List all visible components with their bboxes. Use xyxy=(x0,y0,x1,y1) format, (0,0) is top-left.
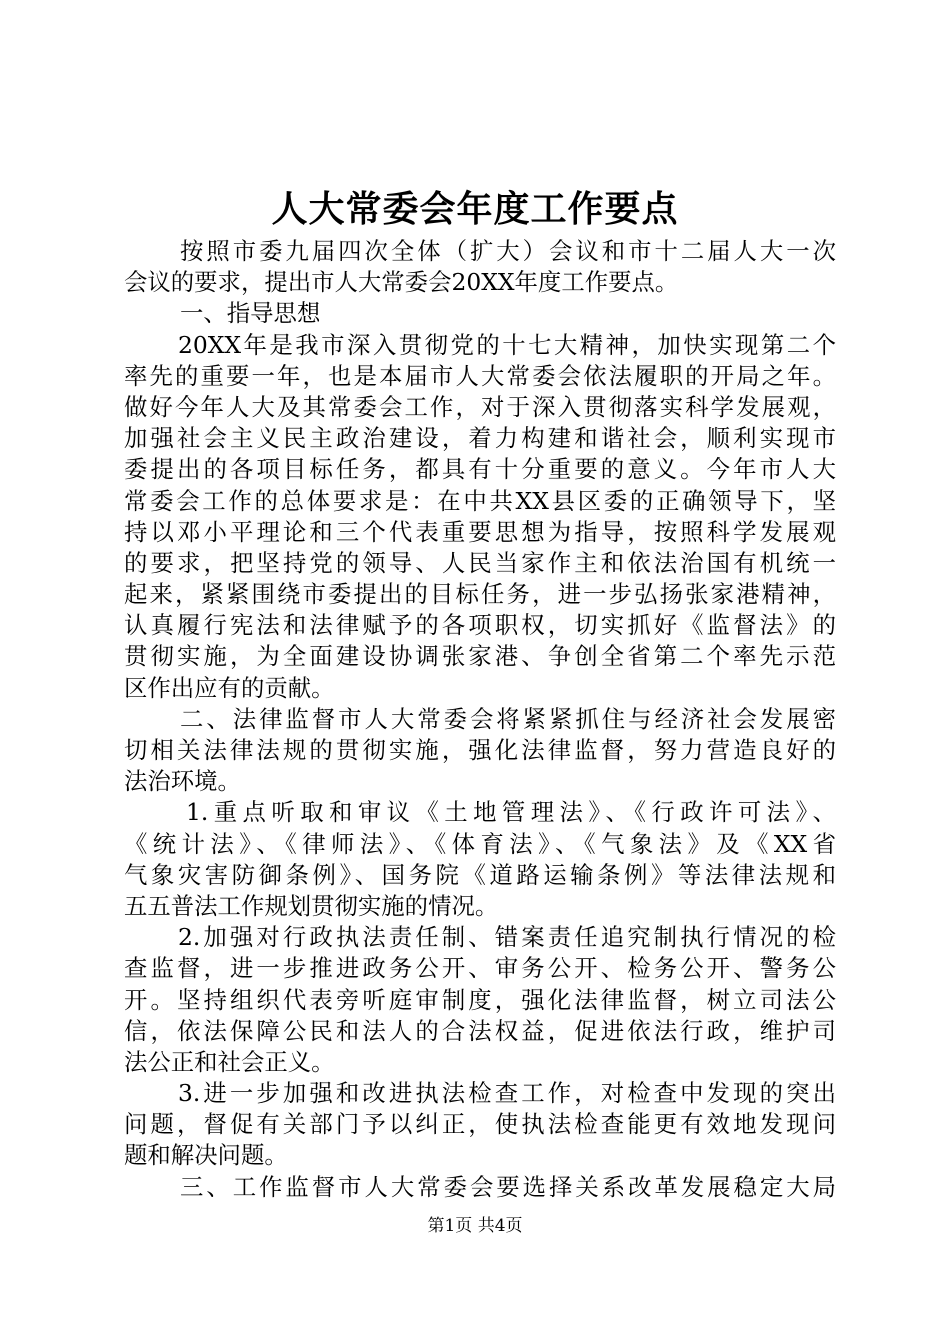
section-heading: 一、指导思想 xyxy=(180,299,321,328)
text-line: 常委会工作的总体要求是：在中共XX县区委的正确领导下，坚 xyxy=(124,486,836,515)
list-item: 2.加强对行政执法责任制、错案责任追究制执行情况的检 xyxy=(178,923,836,952)
text-line: 法公正和社会正义。 xyxy=(124,1047,335,1076)
text-line: 按照市委九届四次全体（扩大）会议和市十二届人大一次 xyxy=(180,237,836,265)
text-line: 加强社会主义民主政治建设，着力构建和谐社会，顺利实现市 xyxy=(124,424,836,453)
text-line: 认真履行宪法和法律赋予的各项职权，切实抓好《监督法》的 xyxy=(124,611,836,640)
text-line: 《统计法》、《律师法》、《体育法》、《气象法》及《XX省 xyxy=(124,829,836,858)
text-line: 查监督，进一步推进政务公开、审务公开、检务公开、警务公 xyxy=(124,954,836,983)
text-line: 开。坚持组织代表旁听庭审制度，强化法律监督，树立司法公 xyxy=(124,985,836,1014)
page-footer: 第1页 共4页 xyxy=(427,1216,523,1236)
list-item: 1.重点听取和审议《土地管理法》、《行政许可法》、 xyxy=(186,798,836,827)
text-line: 题和解决问题。 xyxy=(124,1141,288,1170)
list-item: 3.进一步加强和改进执法检查工作，对检查中发现的突出 xyxy=(178,1079,836,1108)
text-line: 20XX年是我市深入贯彻党的十七大精神，加快实现第二个 xyxy=(178,330,836,359)
text-line: 会议的要求，提出市人大常委会20XX年度工作要点。 xyxy=(124,268,679,297)
text-line: 问题，督促有关部门予以纠正，使执法检查能更有效地发现问 xyxy=(124,1110,836,1139)
text-line: 五五普法工作规划贯彻实施的情况。 xyxy=(124,891,499,920)
document-body xyxy=(124,236,836,1203)
text-line: 切相关法律法规的贯彻实施，强化法律监督，努力营造良好的 xyxy=(124,736,836,764)
text-line: 法治环境。 xyxy=(124,767,241,796)
text-line: 区作出应有的贡献。 xyxy=(124,673,335,702)
text-line: 率先的重要一年，也是本届市人大常委会依法履职的开局之年。 xyxy=(124,361,836,390)
section-heading: 三、工作监督市人大常委会要选择关系改革发展稳定大局 xyxy=(180,1172,836,1201)
text-line: 持以邓小平理论和三个代表重要思想为指导，按照科学发展观 xyxy=(124,517,836,546)
text-line: 起来，紧紧围绕市委提出的目标任务，进一步弘扬张家港精神， xyxy=(124,580,836,609)
text-line: 气象灾害防御条例》、国务院《道路运输条例》等法律法规和 xyxy=(124,860,836,889)
document-title: 人大常委会年度工作要点 xyxy=(271,188,679,230)
text-line: 的要求，把坚持党的领导、人民当家作主和依法治国有机统一 xyxy=(124,548,836,577)
text-line: 委提出的各项目标任务，都具有十分重要的意义。今年市人大 xyxy=(124,455,836,484)
text-line: 信，依法保障公民和法人的合法权益，促进依法行政，维护司 xyxy=(124,1016,836,1045)
text-line: 做好今年人大及其常委会工作，对于深入贯彻落实科学发展观， xyxy=(124,392,836,421)
section-heading: 二、法律监督市人大常委会将紧紧抓住与经济社会发展密 xyxy=(180,704,836,733)
text-line: 贯彻实施，为全面建设协调张家港、争创全省第二个率先示范 xyxy=(124,642,836,671)
